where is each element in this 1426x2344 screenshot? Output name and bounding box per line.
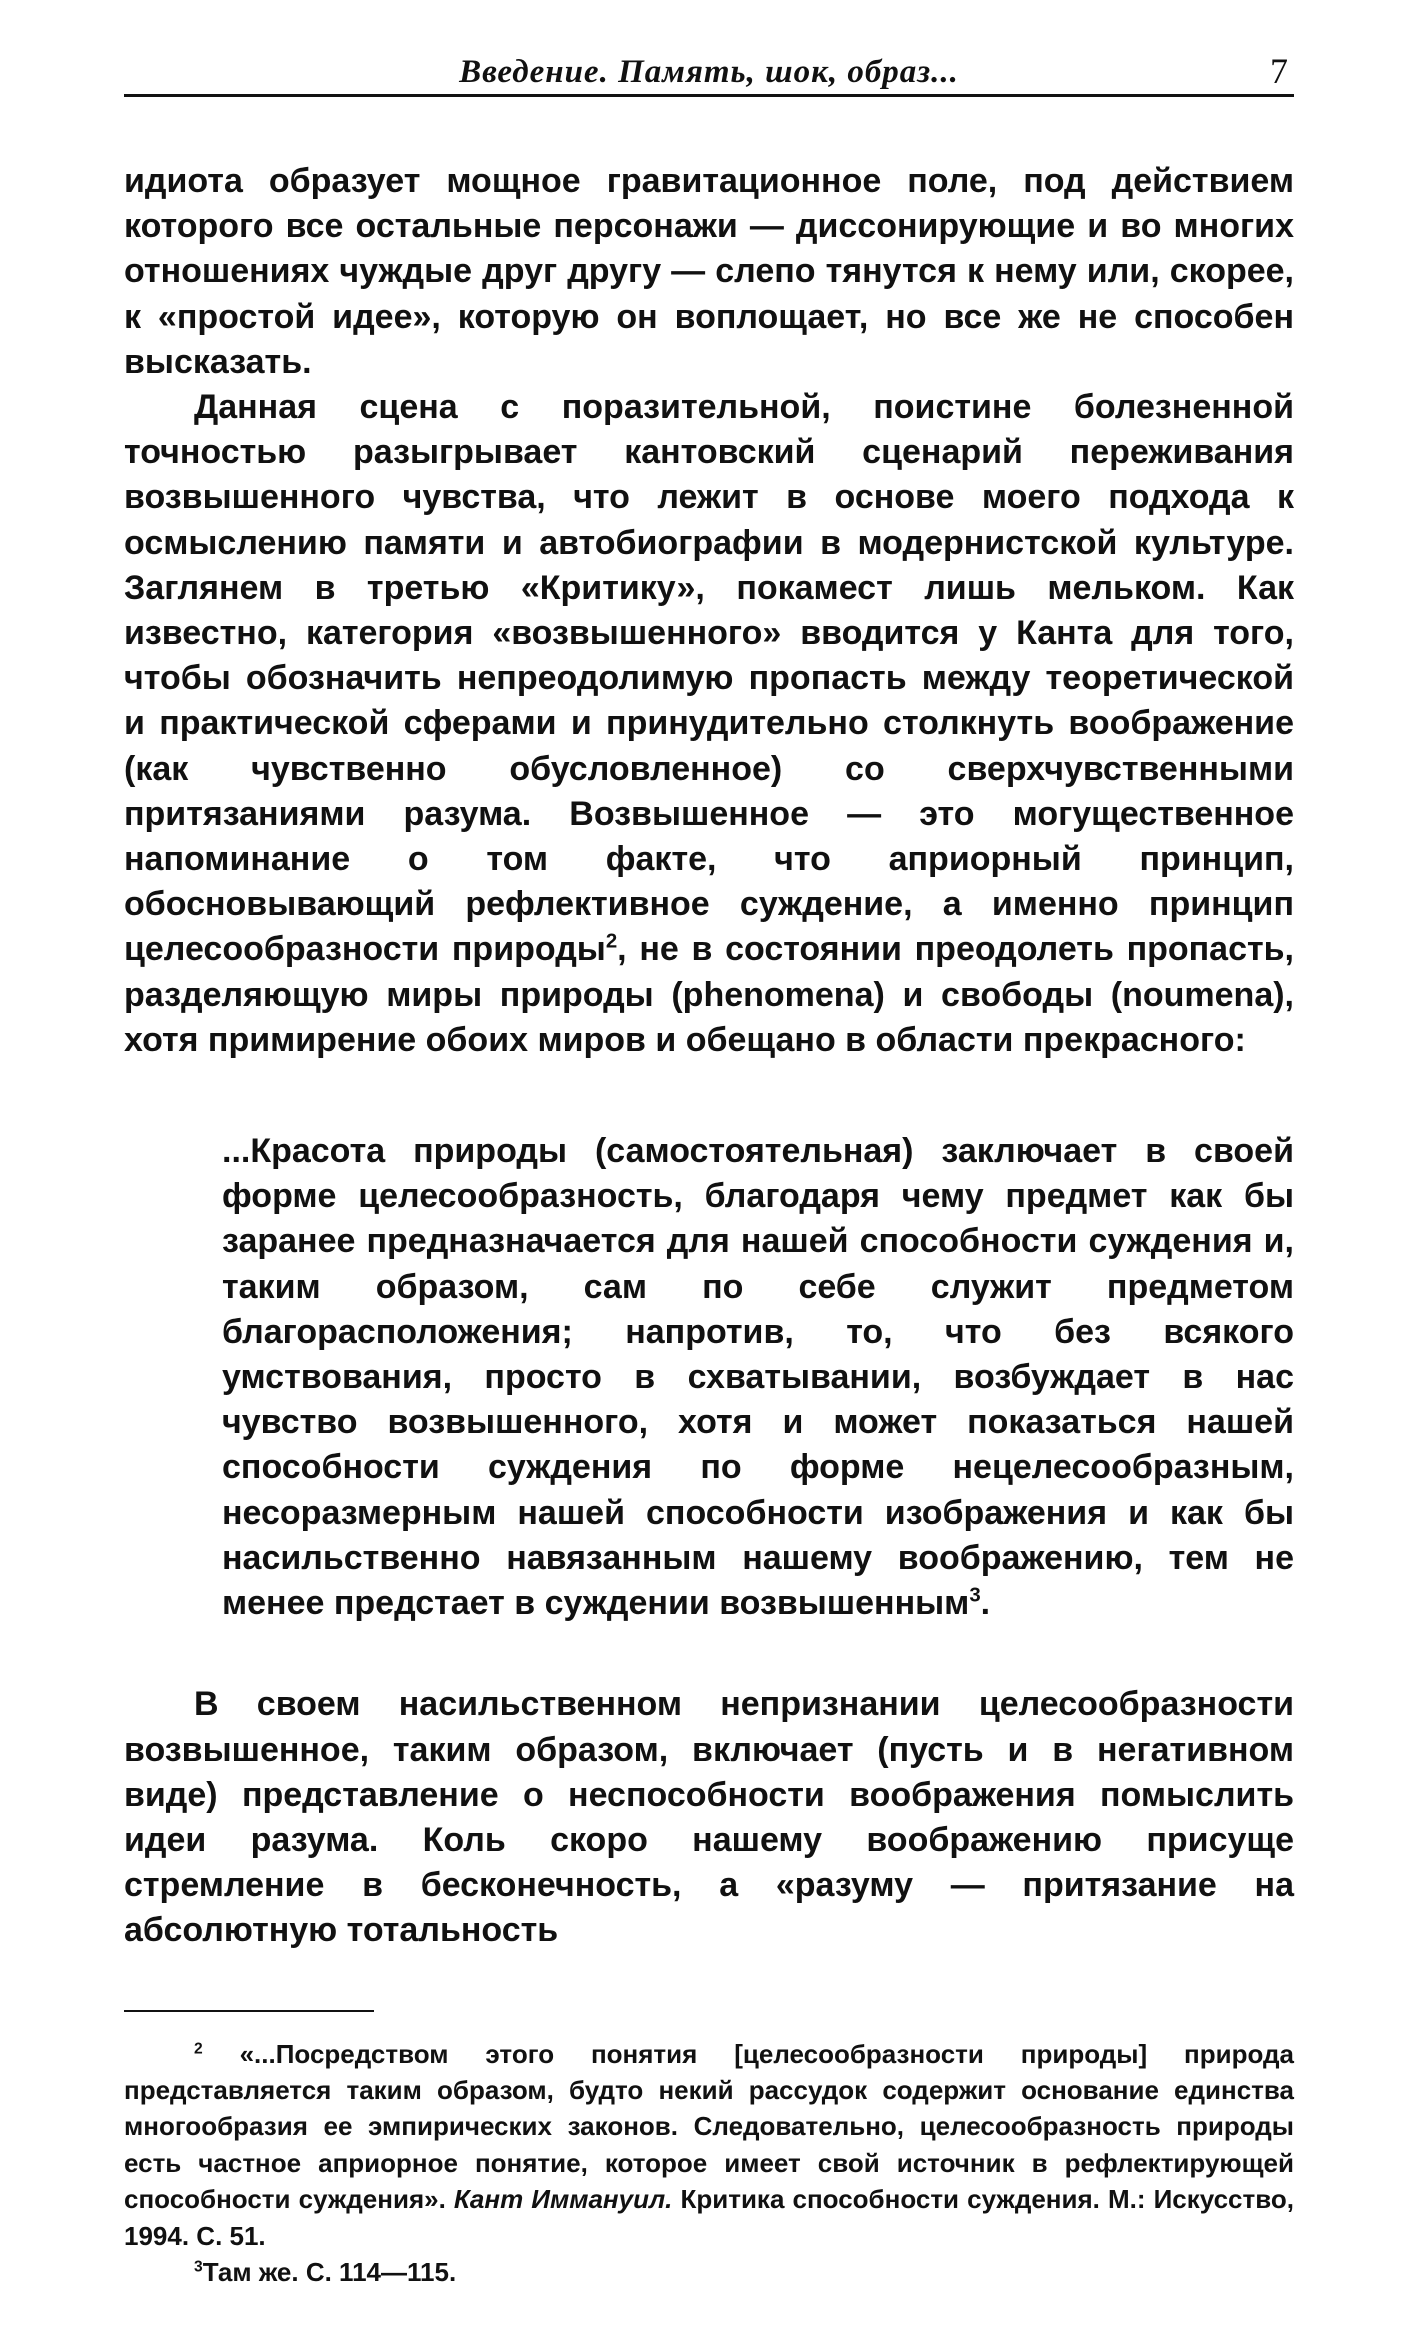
footnote-divider (124, 2010, 374, 2012)
footnotes (124, 2036, 1294, 2291)
main-text (124, 159, 1294, 1063)
book-page (124, 50, 1294, 2290)
footnote-mark: 2 (194, 2039, 203, 2057)
block-quote (222, 1129, 1294, 1626)
quote-end: . (980, 1584, 991, 1623)
quote-text: ...Красота природы (самостоятельная) заключает в своей форме целесообразность, благодаря чему предмет как бы заранее предназначается для нашей способности суждения и, таким образом, сам по себе служит предметом благорасположения; напротив, то, что без всякого умствования, просто в схватывании, возбуждает в нас чувство возвышенного, хотя и может показаться нашей способности суждения по форме нецелесообразным, несоразмерным нашей способности изображения и как бы насильственно навязанным нашему воображению, тем не менее предстает в суждении возвышенным (222, 1132, 1294, 1623)
paragraph-kant (124, 385, 1294, 1063)
footnote-author: Кант Иммануил. (453, 2184, 673, 2215)
running-header (124, 50, 1294, 97)
page-number: 7 (1270, 51, 1288, 91)
footnote-2 (124, 2036, 1294, 2254)
paragraph-text: , не в состоянии преодолеть пропасть, разделяющую миры природы (phenomena) и свободы (noumena), хотя примирение обоих миров и обещано в области прекрасного: (124, 930, 1294, 1059)
paragraph-closing: В своем насильственном непризнании целесообразности возвышенное, таким образом, включает (пусть и в негативном виде) представление о неспособности воображения помыслить идеи разума. Коль скоро нашему воображению присуще стремление в бесконечность, а «разуму — притязание на абсолютную тотальность (124, 1685, 1294, 1950)
paragraph-continued: идиота образует мощное гравитационное поле, под действием которого все остальные персонажи — диссонирующие и во многих отношениях чуждые друг другу — слепо тянутся к нему или, скорее, к «простой идее», которую он воплощает, но все же не способен высказать. (124, 162, 1294, 381)
running-title: Введение. Память, шок, образ... (459, 54, 959, 90)
footnote-3 (124, 2254, 1294, 2290)
footnote-text: Там же. С. 114—115. (202, 2256, 457, 2287)
footnote-ref-3[interactable]: 3 (969, 1584, 981, 1607)
footnote-text: «...Посредством этого понятия [целесообразности природы] природа представляется таким образом, будто некий рассудок содержит основание единства многообразия ее эмпирических законов. Следовательно, целесообразность природы есть частное априорное понятие, которое имеет свой источник в рефлектирующей способности суждения». (124, 2038, 1294, 2215)
paragraph-text: Данная сцена с поразительной, поистине болезненной точностью разыгрывает кантовский сценарий переживания возвышенного чувства, что лежит в основе моего подхода к осмыслению памяти и автобиографии в модернистской культуре. Заглянем в третью «Критику», покамест лишь мельком. Как известно, категория «возвышенного» вводится у Канта для того, чтобы обозначить непреодолимую пропасть между теоретической и практической сферами и принудительно столкнуть воображение (как чувственно обусловленное) со сверхчувственными притязаниями разума. Возвышенное — это могущественное напоминание о том факте, что априорный принцип, обосновывающий рефлективное суждение, а именно принцип целесообразности природы (124, 388, 1294, 969)
closing-text (124, 1682, 1294, 1953)
footnote-source: Критика способности суждения. М.: Искусство, 1994. С. 51. (124, 2184, 1294, 2251)
footnote-mark: 3 (194, 2258, 203, 2276)
footnote-ref-2[interactable]: 2 (605, 931, 618, 954)
